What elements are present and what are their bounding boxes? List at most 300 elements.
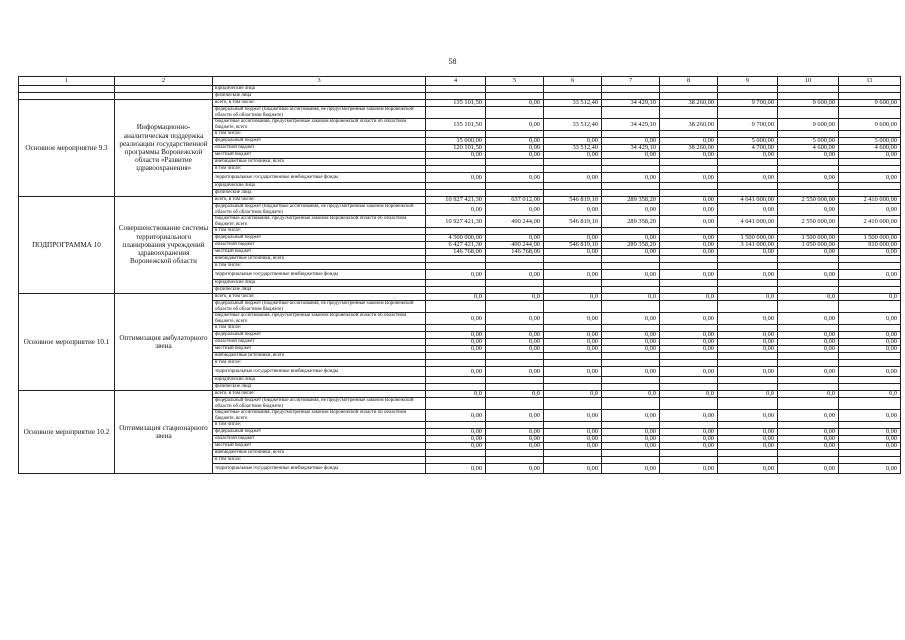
empty-cell (660, 377, 718, 384)
empty-cell (426, 190, 486, 197)
empty-cell (839, 183, 901, 190)
value-cell: 0,00 (839, 436, 901, 443)
activity-code: Основное мероприятие 9.3 (19, 100, 115, 197)
row-label: территориальные государственные внебюджетные фонды (213, 270, 426, 280)
empty-cell (426, 360, 486, 367)
value-cell: 0,00 (839, 410, 901, 422)
empty-cell (544, 353, 602, 360)
value-cell: 0,00 (486, 429, 544, 436)
empty-cell (426, 287, 486, 294)
empty-cell (778, 450, 839, 457)
row-label: всего, в том числе: (213, 197, 426, 204)
empty-cell (426, 325, 486, 332)
value-cell: 0,00 (718, 313, 778, 325)
value-cell: 0,0 (544, 294, 602, 301)
value-cell: 4 600,00 (839, 145, 901, 152)
value-cell: 135 101,50 (426, 119, 486, 131)
row-label: областной бюджет (213, 242, 426, 249)
empty-cell (778, 353, 839, 360)
value-cell: 0,00 (486, 332, 544, 339)
empty-cell (602, 422, 660, 429)
empty-cell (602, 325, 660, 332)
value-cell: 0,00 (660, 204, 718, 216)
value-cell: 0,00 (778, 270, 839, 280)
empty-cell (486, 159, 544, 166)
empty-cell (486, 190, 544, 197)
empty-cell (660, 280, 718, 287)
empty-cell (839, 263, 901, 270)
value-cell (660, 398, 718, 410)
row-label: местный бюджет (213, 249, 426, 256)
value-cell: 0,00 (718, 173, 778, 183)
value-cell: 0,00 (486, 235, 544, 242)
empty-cell (486, 166, 544, 173)
value-cell: 1 500 000,00 (718, 235, 778, 242)
value-cell: 0,00 (544, 235, 602, 242)
value-cell: 0,00 (718, 429, 778, 436)
value-cell: 490 244,00 (486, 216, 544, 228)
empty-cell (778, 325, 839, 332)
value-cell: 0,00 (486, 313, 544, 325)
empty-cell (718, 93, 778, 100)
empty-cell (839, 228, 901, 235)
empty-cell (486, 86, 544, 93)
empty-cell (544, 450, 602, 457)
empty-cell (839, 93, 901, 100)
value-cell (486, 398, 544, 410)
value-cell: 0,00 (486, 204, 544, 216)
row-label: федеральный бюджет (213, 332, 426, 339)
row-label: федеральный бюджет (бюджетные ассигнования, не предусмотренные законом Воронежской области об областном бюджете) (213, 204, 426, 216)
value-cell: 0,00 (486, 152, 544, 159)
empty-cell (718, 256, 778, 263)
empty-cell (718, 325, 778, 332)
budget-table (18, 76, 901, 474)
column-number: 4 (426, 77, 486, 86)
value-cell: 0,00 (660, 332, 718, 339)
empty-cell (602, 228, 660, 235)
row-label: юридические лица (213, 280, 426, 287)
value-cell: 0,00 (486, 173, 544, 183)
empty-cell (426, 353, 486, 360)
value-cell: 0,00 (544, 464, 602, 474)
value-cell: 0,00 (544, 367, 602, 377)
value-cell: 0,00 (544, 138, 602, 145)
value-cell: 289 358,20 (602, 216, 660, 228)
empty-cell (602, 360, 660, 367)
value-cell: 38 260,00 (660, 100, 718, 107)
empty-cell (778, 183, 839, 190)
empty-cell (602, 256, 660, 263)
value-cell: 0,00 (486, 270, 544, 280)
value-cell: 0,00 (718, 339, 778, 346)
value-cell: 1 050 000,00 (778, 242, 839, 249)
empty-cell (544, 190, 602, 197)
empty-cell (486, 457, 544, 464)
row-label: бюджетные ассигнования, предусмотренные законом Воронежской области об областном бюджете, всего (213, 216, 426, 228)
value-cell: 0,00 (602, 313, 660, 325)
value-cell: 490 244,00 (486, 242, 544, 249)
value-cell: 4 641 000,00 (718, 197, 778, 204)
empty-cell (602, 457, 660, 464)
column-number: 6 (544, 77, 602, 86)
value-cell: 0,00 (544, 410, 602, 422)
value-cell: 34 429,10 (602, 119, 660, 131)
empty-cell (718, 86, 778, 93)
row-label: всего, в том числе: (213, 294, 426, 301)
value-cell: 0,00 (778, 367, 839, 377)
table-row (19, 197, 901, 204)
empty-cell (778, 86, 839, 93)
value-cell: 0,00 (718, 464, 778, 474)
value-cell: 0,00 (544, 346, 602, 353)
value-cell: 0,00 (839, 367, 901, 377)
value-cell: 0,00 (660, 443, 718, 450)
empty-cell (602, 93, 660, 100)
empty-cell (718, 384, 778, 391)
row-label: внебюджетные источники, всего (213, 159, 426, 166)
value-cell: 34 429,10 (602, 145, 660, 152)
empty-cell (486, 263, 544, 270)
empty-cell (602, 377, 660, 384)
empty-cell (778, 287, 839, 294)
empty-cell (660, 360, 718, 367)
value-cell: 0,0 (660, 294, 718, 301)
empty-cell (660, 450, 718, 457)
value-cell: 0,00 (839, 346, 901, 353)
row-label: в том числе: (213, 457, 426, 464)
value-cell: 1 500 000,00 (778, 235, 839, 242)
empty-cell (660, 190, 718, 197)
value-cell: 0,00 (718, 410, 778, 422)
column-number: 2 (115, 77, 213, 86)
empty-cell (19, 93, 115, 100)
value-cell: 0,0 (718, 294, 778, 301)
activity-code: ПОДПРОГРАММА 10 (19, 197, 115, 294)
value-cell: 0,00 (602, 173, 660, 183)
value-cell: 4 700,00 (718, 145, 778, 152)
row-label: федеральный бюджет (213, 429, 426, 436)
value-cell: 9 600,00 (839, 119, 901, 131)
empty-cell (544, 280, 602, 287)
value-cell: 6 427 421,30 (426, 242, 486, 249)
value-cell: 0,0 (778, 391, 839, 398)
value-cell: 0,00 (602, 410, 660, 422)
empty-cell (839, 190, 901, 197)
value-cell: 289 358,20 (602, 242, 660, 249)
value-cell: 0,00 (486, 346, 544, 353)
empty-cell (544, 131, 602, 138)
value-cell: 0,00 (778, 332, 839, 339)
column-number: 1 (19, 77, 115, 86)
value-cell: 0,00 (660, 313, 718, 325)
row-label: федеральный бюджет (бюджетные ассигнования, не предусмотренные законом Воронежской области об областном бюджете) (213, 398, 426, 410)
value-cell (486, 301, 544, 313)
value-cell: 0,00 (660, 138, 718, 145)
value-cell: 5 000,00 (718, 138, 778, 145)
column-number: 7 (602, 77, 660, 86)
row-label: физические лица (213, 93, 426, 100)
row-label: юридические лица (213, 86, 426, 93)
row-label: в том числе: (213, 166, 426, 173)
value-cell: 0,0 (660, 391, 718, 398)
row-label: бюджетные ассигнования, предусмотренные законом Воронежской области об областном бюджете, всего (213, 119, 426, 131)
value-cell: 0,0 (778, 294, 839, 301)
empty-cell (718, 159, 778, 166)
value-cell: 0,00 (544, 152, 602, 159)
value-cell: 546 819,10 (544, 197, 602, 204)
value-cell: 0,00 (660, 249, 718, 256)
empty-cell (778, 263, 839, 270)
empty-cell (544, 256, 602, 263)
row-label: физические лица (213, 190, 426, 197)
value-cell: 34 429,10 (602, 100, 660, 107)
value-cell: 0,00 (426, 443, 486, 450)
value-cell: 0,00 (778, 249, 839, 256)
column-number: 5 (486, 77, 544, 86)
value-cell: 0,00 (544, 443, 602, 450)
value-cell (839, 398, 901, 410)
value-cell: 0,00 (602, 138, 660, 145)
empty-cell (660, 287, 718, 294)
empty-cell (426, 159, 486, 166)
empty-cell (602, 159, 660, 166)
value-cell: 0,00 (778, 346, 839, 353)
row-label: территориальные государственные внебюджетные фонды (213, 173, 426, 183)
column-number: 8 (660, 77, 718, 86)
empty-cell (718, 228, 778, 235)
empty-cell (486, 377, 544, 384)
empty-cell (426, 86, 486, 93)
value-cell: 0,00 (778, 436, 839, 443)
value-cell: 0,00 (660, 339, 718, 346)
value-cell: 0,0 (426, 391, 486, 398)
empty-cell (544, 183, 602, 190)
value-cell: 9 700,00 (718, 100, 778, 107)
row-label: физические лица (213, 287, 426, 294)
value-cell: 0,00 (602, 443, 660, 450)
value-cell: 0,00 (602, 204, 660, 216)
value-cell: 0,00 (544, 313, 602, 325)
value-cell: 5 000,00 (778, 138, 839, 145)
value-cell (839, 301, 901, 313)
value-cell: 10 927 421,30 (426, 197, 486, 204)
value-cell: 0,00 (602, 429, 660, 436)
value-cell: 38 260,00 (660, 145, 718, 152)
value-cell: 0,00 (544, 332, 602, 339)
empty-cell (486, 450, 544, 457)
empty-cell (718, 377, 778, 384)
value-cell (778, 398, 839, 410)
empty-cell (778, 166, 839, 173)
empty-cell (778, 228, 839, 235)
value-cell: 0,00 (486, 367, 544, 377)
value-cell: 0,00 (602, 346, 660, 353)
column-number: 9 (718, 77, 778, 86)
value-cell: 0,00 (839, 313, 901, 325)
value-cell: 0,00 (718, 436, 778, 443)
empty-cell (115, 86, 213, 93)
row-label: всего, в том числе: (213, 100, 426, 107)
empty-cell (426, 166, 486, 173)
empty-cell (660, 86, 718, 93)
value-cell: 135 101,50 (426, 100, 486, 107)
value-cell: 9 600,00 (778, 119, 839, 131)
value-cell: 0,00 (660, 367, 718, 377)
value-cell: 0,00 (426, 436, 486, 443)
value-cell: 0,00 (778, 152, 839, 159)
value-cell: 0,00 (839, 152, 901, 159)
value-cell: 0,00 (486, 138, 544, 145)
empty-cell (839, 325, 901, 332)
value-cell: 0,00 (660, 346, 718, 353)
activity-code: Основное мероприятие 10.1 (19, 294, 115, 391)
value-cell: 0,00 (544, 436, 602, 443)
row-label: в том числе: (213, 131, 426, 138)
value-cell: 0,00 (839, 464, 901, 474)
empty-cell (718, 353, 778, 360)
empty-cell (660, 131, 718, 138)
empty-cell (839, 457, 901, 464)
value-cell: 0,00 (839, 249, 901, 256)
value-cell: 546 819,10 (544, 242, 602, 249)
empty-cell (660, 93, 718, 100)
value-cell: 0,00 (839, 332, 901, 339)
empty-cell (839, 450, 901, 457)
empty-cell (718, 360, 778, 367)
value-cell: 0,00 (486, 436, 544, 443)
value-cell: 120 101,50 (426, 145, 486, 152)
row-label: физические лица (213, 384, 426, 391)
value-cell (486, 107, 544, 119)
value-cell: 0,00 (660, 235, 718, 242)
value-cell: 9 600,00 (778, 100, 839, 107)
empty-cell (544, 166, 602, 173)
empty-cell (544, 422, 602, 429)
empty-cell (718, 131, 778, 138)
row-label: в том числе: (213, 325, 426, 332)
empty-cell (778, 377, 839, 384)
column-number-row (19, 77, 901, 86)
value-cell: 146 768,00 (426, 249, 486, 256)
value-cell (660, 107, 718, 119)
value-cell: 2 410 000,00 (839, 197, 901, 204)
value-cell: 0,00 (660, 173, 718, 183)
value-cell: 0,0 (426, 294, 486, 301)
value-cell (544, 398, 602, 410)
value-cell: 5 000,00 (839, 138, 901, 145)
row-label: внебюджетные источники, всего (213, 450, 426, 457)
value-cell: 0,00 (486, 410, 544, 422)
empty-cell (660, 422, 718, 429)
activity-title: Оптимизация амбулаторного звена (115, 294, 213, 391)
value-cell: 2 550 000,00 (778, 216, 839, 228)
value-cell: 0,00 (839, 173, 901, 183)
empty-cell (486, 93, 544, 100)
empty-cell (544, 377, 602, 384)
value-cell: 0,00 (426, 270, 486, 280)
value-cell: 0,0 (486, 391, 544, 398)
value-cell (660, 301, 718, 313)
activity-code: Основное мероприятие 10.2 (19, 391, 115, 474)
empty-cell (839, 159, 901, 166)
page-number: 58 (448, 57, 457, 66)
value-cell (602, 398, 660, 410)
empty-cell (718, 263, 778, 270)
empty-cell (839, 280, 901, 287)
value-cell: 0,0 (602, 391, 660, 398)
value-cell: 0,00 (486, 100, 544, 107)
table-row (19, 100, 901, 107)
empty-cell (544, 457, 602, 464)
value-cell: 0,00 (486, 443, 544, 450)
table-row (19, 86, 901, 93)
value-cell: 0,00 (544, 270, 602, 280)
empty-cell (426, 280, 486, 287)
value-cell: 10 927 421,30 (426, 216, 486, 228)
empty-cell (486, 384, 544, 391)
value-cell (718, 398, 778, 410)
empty-cell (486, 183, 544, 190)
table-row (19, 93, 901, 100)
empty-cell (426, 131, 486, 138)
empty-cell (660, 159, 718, 166)
budget-table-body (19, 77, 901, 474)
empty-cell (544, 93, 602, 100)
row-label: в том числе: (213, 228, 426, 235)
value-cell: 9 600,00 (839, 100, 901, 107)
empty-cell (426, 450, 486, 457)
empty-cell (486, 131, 544, 138)
empty-cell (778, 280, 839, 287)
value-cell: 0,00 (839, 339, 901, 346)
table-row (19, 391, 901, 398)
value-cell (778, 301, 839, 313)
value-cell: 0,00 (718, 367, 778, 377)
empty-cell (486, 256, 544, 263)
row-label: местный бюджет (213, 443, 426, 450)
row-label: внебюджетные источники, всего (213, 256, 426, 263)
row-label: местный бюджет (213, 346, 426, 353)
value-cell: 0,00 (602, 367, 660, 377)
value-cell: 0,00 (544, 249, 602, 256)
table-row (19, 294, 901, 301)
activity-title: Совершенствование системы территориального планирования учреждений здравоохранения Воронежской области (115, 197, 213, 294)
empty-cell (602, 190, 660, 197)
empty-cell (602, 287, 660, 294)
empty-cell (602, 353, 660, 360)
row-label: областной бюджет (213, 145, 426, 152)
value-cell: 0,00 (486, 464, 544, 474)
value-cell: 546 819,10 (544, 216, 602, 228)
value-cell: 0,00 (660, 197, 718, 204)
value-cell: 0,00 (544, 339, 602, 346)
row-label: бюджетные ассигнования, предусмотренные законом Воронежской области об областном бюджете, всего (213, 313, 426, 325)
empty-cell (839, 131, 901, 138)
empty-cell (426, 263, 486, 270)
row-label: внебюджетные источники, всего (213, 353, 426, 360)
value-cell: 0,00 (602, 270, 660, 280)
value-cell: 0,00 (426, 339, 486, 346)
value-cell: 0,00 (778, 339, 839, 346)
empty-cell (544, 325, 602, 332)
value-cell: 0,00 (544, 429, 602, 436)
empty-cell (660, 263, 718, 270)
row-label: в том числе: (213, 360, 426, 367)
row-label: территориальные государственные внебюджетные фонды (213, 367, 426, 377)
value-cell: 33 512,40 (544, 119, 602, 131)
empty-cell (602, 166, 660, 173)
